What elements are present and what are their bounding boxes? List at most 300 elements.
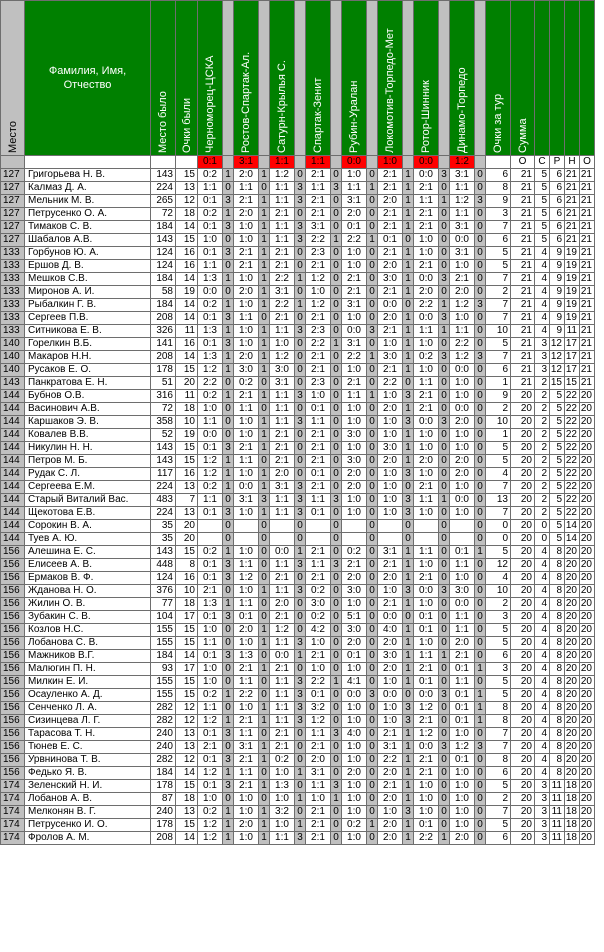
cell-prediction[interactable]: 1:1 (198, 182, 223, 195)
cell-prediction[interactable]: 2:1 (378, 364, 403, 377)
cell-o[interactable]: 5 (535, 221, 550, 234)
cell-sum[interactable]: 20 (511, 533, 535, 546)
cell-n[interactable]: 20 (565, 572, 580, 585)
cell-match-points[interactable]: 0 (475, 624, 486, 637)
cell-prediction[interactable]: 0:2 (342, 819, 367, 832)
cell-prediction[interactable]: 1:0 (234, 234, 259, 247)
cell-match-points[interactable]: 1 (403, 663, 414, 676)
cell-prediction[interactable]: 1:0 (378, 676, 403, 689)
cell-tour-points[interactable]: 7 (486, 728, 511, 741)
cell-o2[interactable]: 20 (580, 637, 595, 650)
cell-prediction[interactable]: 2:2 (378, 377, 403, 390)
cell-match-points[interactable]: 3 (403, 585, 414, 598)
cell-prediction[interactable]: 3:2 (306, 702, 331, 715)
cell-tour-points[interactable]: 7 (486, 312, 511, 325)
cell-was-place[interactable]: 124 (151, 572, 176, 585)
cell-place[interactable]: 156 (1, 637, 25, 650)
cell-match-points[interactable]: 1 (259, 507, 270, 520)
cell-was-points[interactable]: 16 (176, 247, 198, 260)
cell-prediction[interactable]: 2:2 (306, 338, 331, 351)
cell-prediction[interactable]: 1:3 (198, 325, 223, 338)
cell-o2[interactable]: 20 (580, 715, 595, 728)
cell-match-points[interactable]: 0 (367, 286, 378, 299)
cell-match-points[interactable]: 1 (403, 312, 414, 325)
cell-name[interactable]: Горелкин В.Б. (25, 338, 151, 351)
cell-prediction[interactable]: 1:1 (234, 559, 259, 572)
cell-prediction[interactable] (198, 520, 223, 533)
cell-place[interactable]: 156 (1, 598, 25, 611)
cell-prediction[interactable]: 0:1 (342, 221, 367, 234)
cell-place[interactable]: 144 (1, 403, 25, 416)
cell-match-points[interactable]: 1 (475, 715, 486, 728)
cell-name[interactable]: Миронов А. И. (25, 286, 151, 299)
cell-prediction[interactable]: 2:1 (414, 663, 439, 676)
cell-match-points[interactable]: 0 (295, 806, 306, 819)
cell-prediction[interactable]: 3:0 (306, 598, 331, 611)
cell-match-points[interactable]: 0 (475, 429, 486, 442)
cell-prediction[interactable]: 2:1 (414, 208, 439, 221)
cell-prediction[interactable]: 2:0 (378, 260, 403, 273)
cell-prediction[interactable]: 0:0 (450, 403, 475, 416)
cell-o[interactable]: 4 (535, 572, 550, 585)
cell-r[interactable]: 9 (550, 260, 565, 273)
cell-prediction[interactable]: 1:0 (450, 767, 475, 780)
cell-match-points[interactable]: 0 (295, 442, 306, 455)
cell-o[interactable]: 4 (535, 546, 550, 559)
cell-match-points[interactable]: 3 (295, 702, 306, 715)
cell-o[interactable]: 2 (535, 481, 550, 494)
cell-was-place[interactable]: 240 (151, 806, 176, 819)
cell-prediction[interactable]: 2:1 (306, 260, 331, 273)
cell-o[interactable]: 2 (535, 494, 550, 507)
cell-n[interactable]: 22 (565, 390, 580, 403)
cell-match-points[interactable]: 3 (403, 806, 414, 819)
cell-name[interactable]: Жданова Н. О. (25, 585, 151, 598)
cell-name[interactable]: Сизинцева Л. Г. (25, 715, 151, 728)
cell-match-points[interactable]: 0 (331, 598, 342, 611)
cell-match-points[interactable]: 3 (403, 494, 414, 507)
cell-was-place[interactable]: 124 (151, 260, 176, 273)
cell-match-points[interactable]: 1 (403, 598, 414, 611)
cell-prediction[interactable]: 1:0 (234, 468, 259, 481)
cell-prediction[interactable]: 0:1 (450, 702, 475, 715)
cell-prediction[interactable]: 2:1 (234, 754, 259, 767)
cell-prediction[interactable]: 0:1 (234, 611, 259, 624)
cell-name[interactable]: Васинович А.В. (25, 403, 151, 416)
cell-match-points[interactable]: 0 (223, 403, 234, 416)
cell-match-points[interactable]: 0 (439, 429, 450, 442)
cell-o2[interactable]: 20 (580, 585, 595, 598)
cell-was-points[interactable]: 19 (176, 286, 198, 299)
cell-match-points[interactable]: 0 (223, 494, 234, 507)
cell-tour-points[interactable]: 8 (486, 702, 511, 715)
cell-match-points[interactable]: 1 (259, 416, 270, 429)
cell-match-points[interactable]: 0 (223, 793, 234, 806)
cell-prediction[interactable]: 0:2 (234, 377, 259, 390)
cell-prediction[interactable]: 1:1 (198, 416, 223, 429)
cell-prediction[interactable]: 3:1 (270, 481, 295, 494)
cell-match-points[interactable]: 1 (295, 299, 306, 312)
cell-was-points[interactable]: 12 (176, 195, 198, 208)
cell-o2[interactable]: 21 (580, 273, 595, 286)
cell-match-points[interactable]: 0 (367, 403, 378, 416)
cell-was-place[interactable]: 178 (151, 364, 176, 377)
cell-prediction[interactable]: 0:2 (306, 611, 331, 624)
cell-match-points[interactable]: 1 (403, 286, 414, 299)
cell-tour-points[interactable]: 9 (486, 195, 511, 208)
cell-prediction[interactable]: 0:0 (342, 689, 367, 702)
cell-prediction[interactable]: 2:1 (234, 442, 259, 455)
cell-match-points[interactable]: 0 (439, 260, 450, 273)
cell-prediction[interactable]: 2:1 (450, 650, 475, 663)
cell-prediction[interactable]: 1:1 (270, 221, 295, 234)
cell-prediction[interactable] (378, 520, 403, 533)
cell-prediction[interactable]: 0:2 (198, 390, 223, 403)
cell-match-points[interactable]: 0 (331, 403, 342, 416)
cell-match-points[interactable]: 0 (439, 455, 450, 468)
cell-match-points[interactable]: 0 (259, 611, 270, 624)
cell-prediction[interactable]: 1:0 (198, 793, 223, 806)
cell-prediction[interactable]: 2:1 (234, 195, 259, 208)
cell-match-points[interactable]: 0 (439, 390, 450, 403)
cell-match-points[interactable]: 0 (295, 455, 306, 468)
cell-tour-points[interactable]: 8 (486, 715, 511, 728)
cell-match-points[interactable]: 0 (223, 520, 234, 533)
cell-prediction[interactable]: 2:0 (342, 637, 367, 650)
cell-n[interactable]: 17 (565, 351, 580, 364)
cell-r[interactable]: 5 (550, 403, 565, 416)
cell-match-points[interactable]: 0 (295, 468, 306, 481)
cell-r[interactable]: 8 (550, 585, 565, 598)
cell-r[interactable]: 6 (550, 208, 565, 221)
cell-prediction[interactable]: 0:0 (414, 741, 439, 754)
cell-match-points[interactable]: 0 (475, 416, 486, 429)
cell-prediction[interactable]: 1:0 (342, 806, 367, 819)
cell-match-points[interactable]: 1 (295, 546, 306, 559)
cell-sum[interactable]: 20 (511, 429, 535, 442)
cell-match-points[interactable]: 1 (403, 364, 414, 377)
cell-match-points[interactable]: 0 (475, 338, 486, 351)
cell-match-points[interactable]: 3 (331, 780, 342, 793)
cell-o[interactable]: 3 (535, 351, 550, 364)
cell-name[interactable]: Фролов А. М. (25, 832, 151, 845)
cell-prediction[interactable] (342, 533, 367, 546)
cell-prediction[interactable]: 2:1 (270, 455, 295, 468)
cell-prediction[interactable]: 2:1 (234, 247, 259, 260)
cell-prediction[interactable]: 2:1 (270, 442, 295, 455)
cell-n[interactable]: 19 (565, 273, 580, 286)
cell-prediction[interactable]: 3:2 (270, 806, 295, 819)
cell-was-points[interactable]: 20 (176, 377, 198, 390)
cell-match-points[interactable]: 3 (439, 312, 450, 325)
cell-match-points[interactable]: 0 (403, 689, 414, 702)
cell-r[interactable]: 9 (550, 299, 565, 312)
cell-prediction[interactable]: 1:0 (342, 260, 367, 273)
cell-place[interactable]: 144 (1, 390, 25, 403)
cell-name[interactable]: Алешина Е. С. (25, 546, 151, 559)
cell-prediction[interactable]: 1:1 (234, 767, 259, 780)
cell-match-points[interactable]: 3 (223, 754, 234, 767)
cell-place[interactable]: 144 (1, 455, 25, 468)
cell-match-points[interactable]: 1 (259, 195, 270, 208)
cell-prediction[interactable]: 2:1 (270, 208, 295, 221)
cell-prediction[interactable]: 1:0 (306, 793, 331, 806)
cell-prediction[interactable]: 1:1 (270, 416, 295, 429)
cell-prediction[interactable]: 2:1 (270, 247, 295, 260)
cell-prediction[interactable]: 1:0 (342, 247, 367, 260)
cell-prediction[interactable]: 3:0 (450, 585, 475, 598)
cell-was-points[interactable]: 15 (176, 637, 198, 650)
cell-match-points[interactable]: 0 (331, 715, 342, 728)
cell-prediction[interactable]: 0:1 (198, 650, 223, 663)
cell-prediction[interactable]: 1:0 (414, 338, 439, 351)
cell-prediction[interactable] (198, 533, 223, 546)
cell-match-points[interactable]: 0 (439, 793, 450, 806)
cell-match-points[interactable]: 1 (259, 221, 270, 234)
cell-prediction[interactable]: 1:2 (270, 351, 295, 364)
cell-match-points[interactable]: 0 (439, 676, 450, 689)
cell-r[interactable]: 8 (550, 754, 565, 767)
cell-r[interactable]: 6 (550, 221, 565, 234)
cell-match-points[interactable]: 1 (403, 442, 414, 455)
cell-prediction[interactable]: 1:2 (306, 715, 331, 728)
cell-prediction[interactable]: 2:0 (450, 286, 475, 299)
cell-place[interactable]: 140 (1, 364, 25, 377)
cell-name[interactable]: Каршаков Э. В. (25, 416, 151, 429)
cell-match-points[interactable]: 3 (331, 559, 342, 572)
cell-was-place[interactable]: 376 (151, 585, 176, 598)
cell-r[interactable]: 9 (550, 312, 565, 325)
cell-o[interactable]: 4 (535, 611, 550, 624)
cell-o[interactable]: 0 (535, 520, 550, 533)
cell-prediction[interactable]: 1:1 (270, 832, 295, 845)
cell-prediction[interactable]: 3:1 (342, 299, 367, 312)
cell-prediction[interactable]: 1:2 (270, 624, 295, 637)
cell-match-points[interactable]: 0 (367, 793, 378, 806)
cell-place[interactable]: 156 (1, 585, 25, 598)
cell-name[interactable]: Шабалов А.В. (25, 234, 151, 247)
cell-prediction[interactable]: 1:2 (414, 728, 439, 741)
cell-o[interactable]: 4 (535, 689, 550, 702)
cell-place[interactable]: 156 (1, 741, 25, 754)
cell-name[interactable]: Ермаков В. Ф. (25, 572, 151, 585)
cell-match-points[interactable]: 0 (223, 585, 234, 598)
cell-prediction[interactable]: 1:0 (378, 390, 403, 403)
cell-match-points[interactable]: 0 (259, 546, 270, 559)
cell-match-points[interactable]: 0 (439, 572, 450, 585)
cell-match-points[interactable]: 0 (259, 767, 270, 780)
cell-prediction[interactable]: 1:2 (198, 819, 223, 832)
cell-prediction[interactable]: 1:3 (198, 351, 223, 364)
cell-prediction[interactable]: 1:0 (414, 793, 439, 806)
cell-prediction[interactable]: 1:3 (198, 273, 223, 286)
cell-prediction[interactable]: 1:0 (342, 754, 367, 767)
cell-prediction[interactable]: 1:0 (414, 507, 439, 520)
cell-tour-points[interactable]: 7 (486, 351, 511, 364)
cell-sum[interactable]: 21 (511, 273, 535, 286)
cell-prediction[interactable]: 1:0 (378, 507, 403, 520)
cell-was-points[interactable]: 8 (176, 559, 198, 572)
cell-match-points[interactable]: 0 (331, 429, 342, 442)
cell-o[interactable]: 4 (535, 715, 550, 728)
cell-prediction[interactable]: 2:1 (414, 481, 439, 494)
cell-was-points[interactable]: 20 (176, 520, 198, 533)
cell-match-points[interactable]: 0 (295, 338, 306, 351)
cell-match-points[interactable]: 0 (439, 481, 450, 494)
cell-was-place[interactable]: 184 (151, 221, 176, 234)
cell-name[interactable]: Жилин О. В. (25, 598, 151, 611)
cell-match-points[interactable]: 1 (439, 299, 450, 312)
cell-match-points[interactable]: 0 (475, 169, 486, 182)
cell-match-points[interactable]: 3 (403, 715, 414, 728)
cell-prediction[interactable]: 2:1 (198, 585, 223, 598)
cell-match-points[interactable]: 0 (367, 637, 378, 650)
cell-prediction[interactable]: 2:0 (378, 819, 403, 832)
cell-match-points[interactable]: 0 (403, 234, 414, 247)
cell-prediction[interactable]: 0:0 (414, 585, 439, 598)
cell-match-points[interactable]: 0 (331, 260, 342, 273)
cell-match-points[interactable]: 0 (259, 676, 270, 689)
cell-name[interactable]: Тюнев Е. С. (25, 741, 151, 754)
cell-prediction[interactable] (450, 533, 475, 546)
cell-match-points[interactable]: 0 (295, 364, 306, 377)
cell-prediction[interactable]: 2:1 (234, 390, 259, 403)
cell-match-points[interactable]: 0 (259, 650, 270, 663)
cell-r[interactable]: 12 (550, 351, 565, 364)
cell-match-points[interactable]: 0 (475, 780, 486, 793)
cell-match-points[interactable]: 3 (295, 559, 306, 572)
cell-prediction[interactable]: 3:0 (378, 273, 403, 286)
cell-tour-points[interactable]: 1 (486, 377, 511, 390)
cell-prediction[interactable]: 1:0 (378, 715, 403, 728)
cell-match-points[interactable]: 1 (439, 832, 450, 845)
cell-match-points[interactable]: 0 (331, 442, 342, 455)
cell-o2[interactable]: 20 (580, 429, 595, 442)
cell-prediction[interactable]: 1:0 (234, 585, 259, 598)
cell-tour-points[interactable]: 9 (486, 390, 511, 403)
cell-r[interactable]: 5 (550, 442, 565, 455)
cell-prediction[interactable]: 2:0 (378, 663, 403, 676)
cell-was-points[interactable]: 18 (176, 598, 198, 611)
cell-prediction[interactable]: 2:1 (270, 728, 295, 741)
cell-name[interactable]: Старый Виталий Вас. (25, 494, 151, 507)
cell-match-points[interactable]: 3 (331, 494, 342, 507)
cell-was-place[interactable]: 178 (151, 780, 176, 793)
cell-match-points[interactable]: 0 (367, 429, 378, 442)
cell-o2[interactable]: 20 (580, 546, 595, 559)
cell-match-points[interactable]: 1 (223, 273, 234, 286)
cell-match-points[interactable]: 3 (295, 325, 306, 338)
cell-match-points[interactable]: 1 (403, 741, 414, 754)
cell-was-place[interactable]: 143 (151, 234, 176, 247)
cell-prediction[interactable]: 1:1 (270, 325, 295, 338)
cell-n[interactable]: 20 (565, 689, 580, 702)
cell-was-points[interactable]: 13 (176, 182, 198, 195)
cell-match-points[interactable]: 1 (403, 182, 414, 195)
cell-n[interactable]: 21 (565, 195, 580, 208)
cell-name[interactable]: Зубакин С. В. (25, 611, 151, 624)
cell-r[interactable]: 11 (550, 819, 565, 832)
cell-o2[interactable]: 21 (580, 364, 595, 377)
cell-match-points[interactable]: 3 (403, 468, 414, 481)
cell-match-points[interactable]: 0 (367, 832, 378, 845)
cell-match-points[interactable]: 1 (331, 234, 342, 247)
cell-prediction[interactable]: 1:1 (234, 312, 259, 325)
cell-was-place[interactable]: 265 (151, 195, 176, 208)
cell-was-points[interactable]: 12 (176, 754, 198, 767)
cell-name[interactable]: Горбунов Ю. А. (25, 247, 151, 260)
cell-match-points[interactable]: 0 (331, 663, 342, 676)
cell-match-points[interactable]: 0 (475, 832, 486, 845)
cell-match-points[interactable]: 0 (367, 767, 378, 780)
cell-n[interactable]: 20 (565, 611, 580, 624)
cell-tour-points[interactable]: 0 (486, 533, 511, 546)
cell-prediction[interactable]: 1:1 (198, 260, 223, 273)
cell-match-points[interactable]: 0 (475, 637, 486, 650)
cell-prediction[interactable]: 2:1 (270, 741, 295, 754)
cell-o2[interactable]: 21 (580, 169, 595, 182)
cell-name[interactable]: Сорокин В. А. (25, 520, 151, 533)
cell-was-points[interactable]: 19 (176, 429, 198, 442)
cell-name[interactable]: Урвнинова Т. В. (25, 754, 151, 767)
cell-n[interactable]: 22 (565, 416, 580, 429)
cell-match-points[interactable]: 3 (259, 494, 270, 507)
cell-match-points[interactable]: 0 (295, 351, 306, 364)
cell-place[interactable]: 156 (1, 728, 25, 741)
cell-match-points[interactable]: 3 (295, 481, 306, 494)
cell-match-points[interactable]: 3 (475, 741, 486, 754)
cell-o[interactable]: 5 (535, 208, 550, 221)
cell-prediction[interactable]: 1:1 (414, 195, 439, 208)
cell-match-points[interactable]: 0 (259, 182, 270, 195)
cell-prediction[interactable]: 3:1 (378, 741, 403, 754)
cell-prediction[interactable]: 0:2 (198, 208, 223, 221)
cell-name[interactable]: Сергеева Е.М. (25, 481, 151, 494)
cell-o[interactable]: 3 (535, 832, 550, 845)
cell-match-points[interactable]: 1 (367, 351, 378, 364)
cell-match-points[interactable]: 1 (259, 299, 270, 312)
cell-prediction[interactable]: 1:2 (198, 468, 223, 481)
cell-tour-points[interactable]: 5 (486, 546, 511, 559)
cell-o2[interactable]: 21 (580, 325, 595, 338)
cell-sum[interactable]: 20 (511, 793, 535, 806)
cell-match-points[interactable]: 0 (259, 559, 270, 572)
cell-n[interactable]: 20 (565, 767, 580, 780)
cell-match-points[interactable]: 1 (223, 364, 234, 377)
cell-prediction[interactable]: 2:1 (306, 572, 331, 585)
cell-prediction[interactable]: 2:2 (306, 234, 331, 247)
cell-match-points[interactable]: 1 (403, 754, 414, 767)
cell-match-points[interactable]: 0 (331, 572, 342, 585)
cell-match-points[interactable]: 0 (367, 195, 378, 208)
cell-o2[interactable]: 21 (580, 286, 595, 299)
cell-was-points[interactable]: 7 (176, 494, 198, 507)
cell-match-points[interactable]: 0 (259, 312, 270, 325)
cell-n[interactable]: 21 (565, 221, 580, 234)
cell-match-points[interactable]: 1 (403, 780, 414, 793)
cell-name[interactable]: Лобанова С. В. (25, 637, 151, 650)
cell-place[interactable]: 144 (1, 442, 25, 455)
cell-n[interactable]: 21 (565, 234, 580, 247)
cell-prediction[interactable]: 3:1 (450, 247, 475, 260)
cell-match-points[interactable]: 3 (295, 689, 306, 702)
cell-o[interactable]: 4 (535, 247, 550, 260)
cell-place[interactable]: 156 (1, 702, 25, 715)
cell-prediction[interactable]: 1:0 (414, 559, 439, 572)
cell-match-points[interactable]: 0 (367, 559, 378, 572)
cell-o[interactable]: 4 (535, 585, 550, 598)
cell-o2[interactable]: 20 (580, 442, 595, 455)
